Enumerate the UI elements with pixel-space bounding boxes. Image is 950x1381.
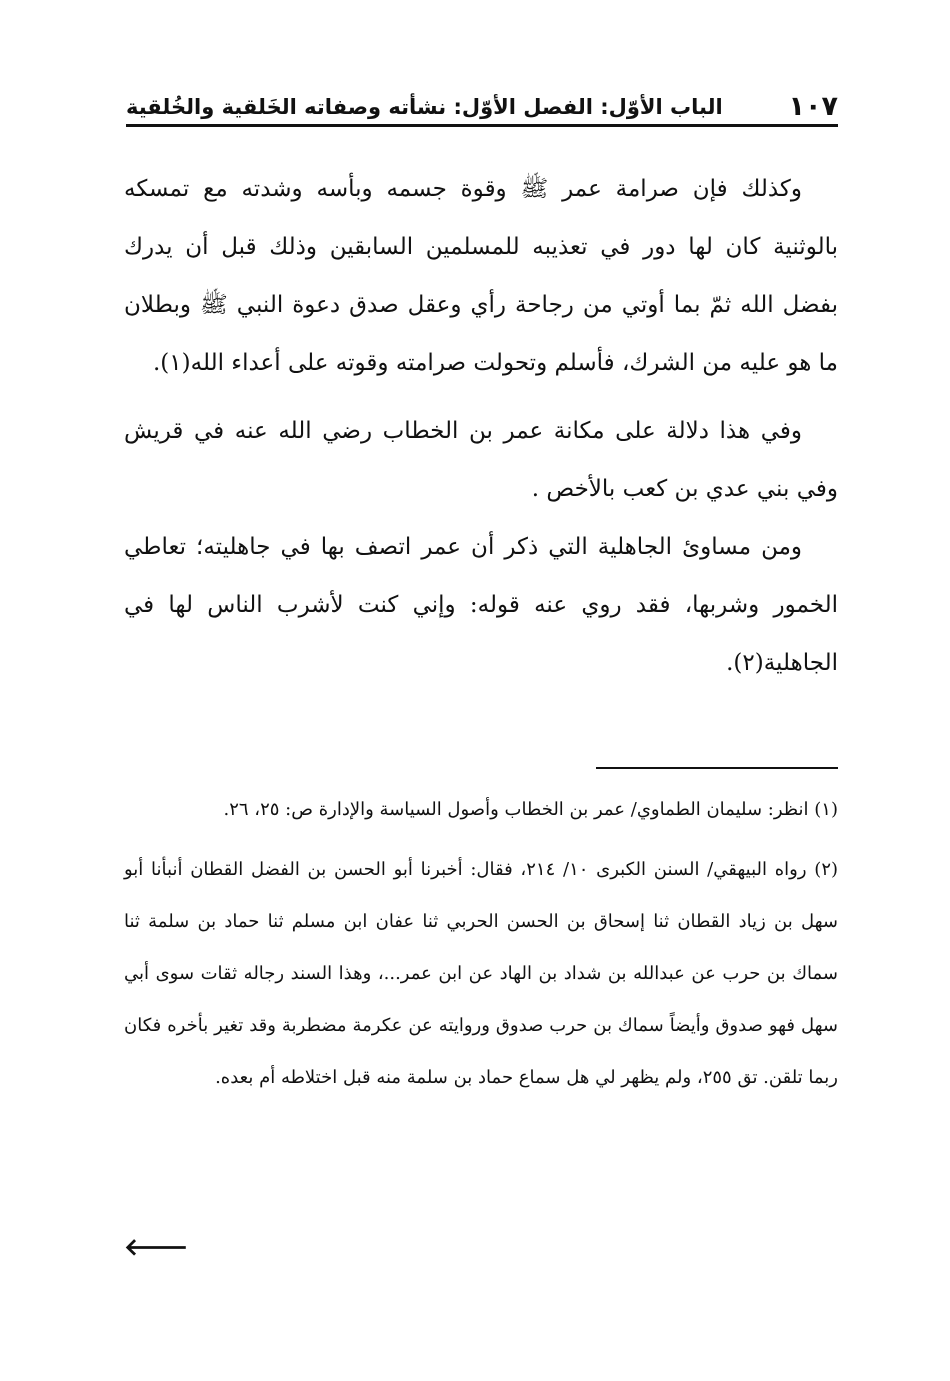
footnote-1: (١) انظر: سليمان الطماوي/ عمر بن الخطاب وأصول السياسة والإدارة ص: ٢٥، ٢٦. [223, 799, 838, 820]
paragraph-3: ومن مساوئ الجاهلية التي ذكر أن عمر اتصف بها في جاهليته؛ تعاطي الخمور وشربها، فقد روي عنه قوله: وإني كنت لأشرب الناس لها في الجاهلية(٢). [124, 534, 838, 676]
running-title: الباب الأوّل: الفصل الأوّل: نشأته وصفاته الخَلقية والخُلقية [126, 95, 723, 119]
paragraph-1: وكذلك فإن صرامة عمر ﷺ وقوة جسمه وبأسه وشدته مع تمسكه بالوثنية كان لها دور في تعذيبه للمسلمين السابقين وذلك قبل أن يدرك بفضل الله ثمّ بما أوتي من رجاحة رأي وعقل صدق دعوة النبي ﷺ وبطلان ما هو عليه من الشرك، فأسلم وتحولت صرامته وقوته على أعداء الله(١). [124, 176, 839, 376]
next-page-arrow-icon: 🡐 [124, 1233, 189, 1261]
body-text [124, 160, 838, 692]
footnote-2: (٢) رواه البيهقي/ السنن الكبرى ١٠/ ٢١٤، فقال: أخبرنا أبو الحسن بن الفضل القطان أنبأنا أبو سهل بن زياد القطان ثنا إسحاق بن الحسن الحربي ثنا عفان ابن مسلم ثنا حماد بن سلمة ثنا سماك بن حرب عن عبدالله بن شداد بن الهاد عن ابن عمر...، وهذا السند رجاله ثقات سوى أبي سهل فهو صدوق وأيضاً سماك بن حرب صدوق وروايته عن عكرمة مضطربة وقد تغير بأخره فكان ربما تلقن. تق ٢٥٥، ولم يظهر لي هل سماع حماد بن سلمة منه قبل اختلاطه أم بعده. [124, 859, 839, 1088]
paragraph-2: وفي هذا دلالة على مكانة عمر بن الخطاب رضي الله عنه في قريش وفي بني عدي بن كعب بالأخص . [124, 418, 838, 502]
footnote-separator [596, 767, 838, 769]
page-number: ١٠٧ [788, 91, 838, 122]
header-rule [126, 124, 838, 127]
footnotes [124, 784, 838, 1104]
page-header [126, 82, 838, 124]
